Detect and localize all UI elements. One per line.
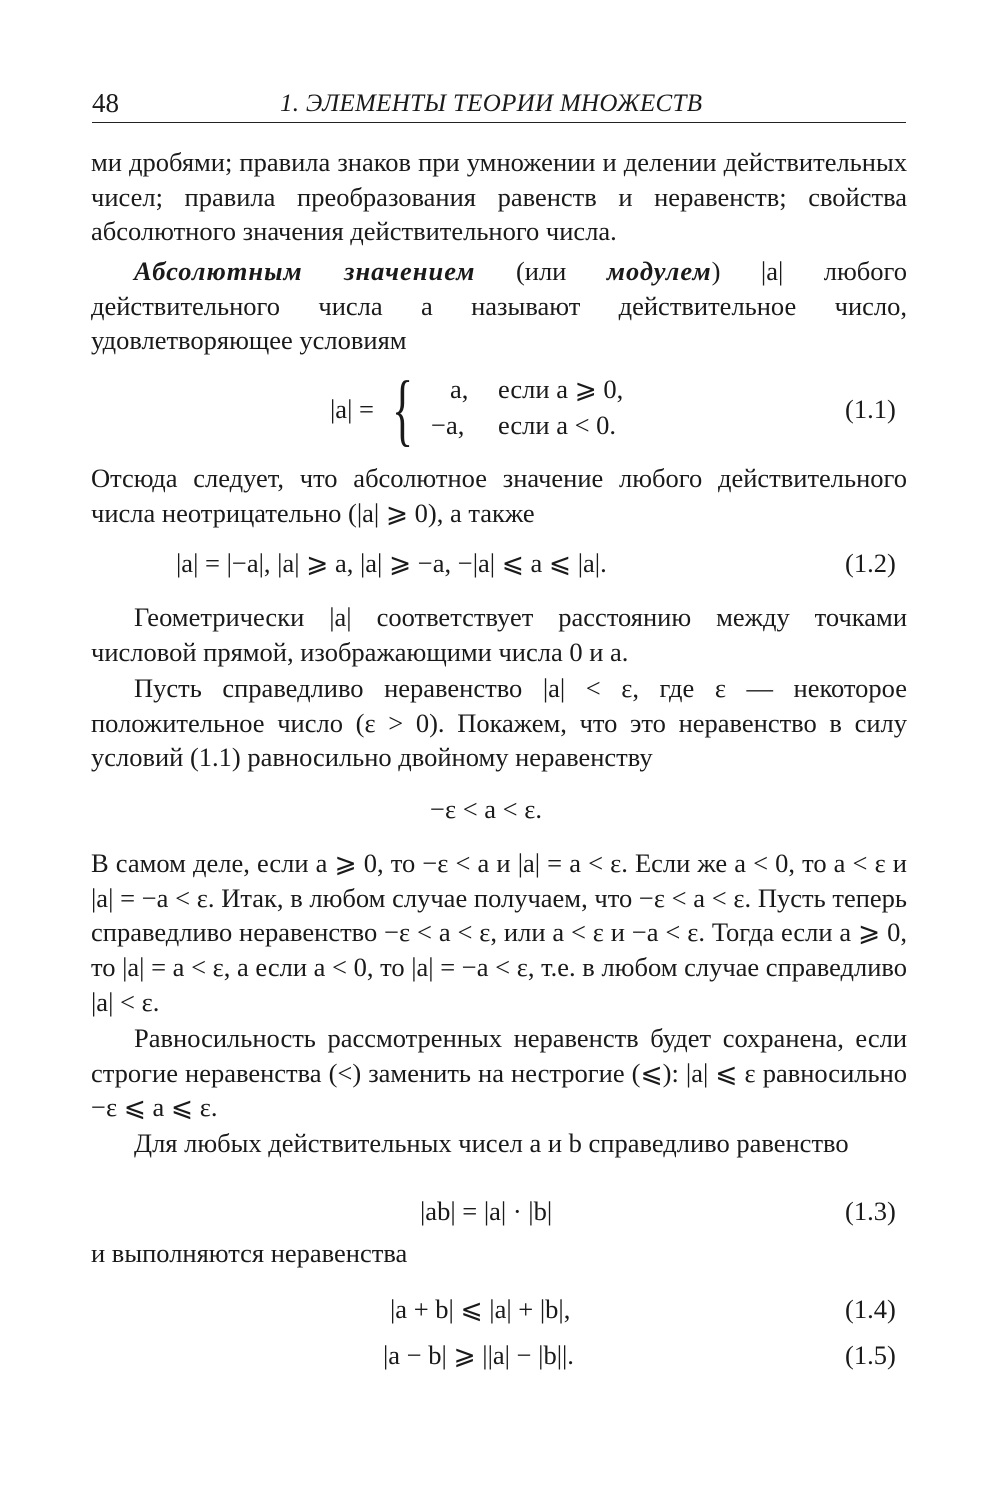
term-modulus: модулем [606,256,712,286]
paragraph-9: и выполняются неравенства [91,1238,408,1268]
eq15-number: (1.5) [845,1340,896,1370]
eq15-body: |a − b| ⩾ ||a| − |b||. [383,1340,574,1370]
definition-text-2: ) |a| любого действительного числа a называют действительное число, удовлетворяющее условиям [91,256,907,356]
eq11-number: (1.1) [845,394,896,424]
paragraph-definition [91,254,907,358]
left-brace-icon: { [392,366,414,454]
eq11-case2-condition: если a < 0. [498,410,617,440]
page-number: 48 [92,88,119,118]
definition-text-1: (или [475,256,607,286]
eq13-number: (1.3) [845,1196,896,1226]
paragraph-6: В самом деле, если a ⩾ 0, то −ε < a и |a| = a < ε. Если же a < 0, то a < ε и |a| = −a < ε. Итак, в любом случае получаем, что −ε < a < ε. Пусть теперь справедливо неравенство −ε < a < ε, или a < ε и −a < ε. Тогда если a ⩾ 0, то |a| = a < ε, а если a < 0, то |a| = −a < ε, т.е. в любом случае справедливо |a| < ε. [91,848,907,1017]
term-absolute-value: Абсолютным значением [134,256,476,286]
paragraph-4: Геометрически |a| соответствует расстоянию между точками числовой прямой, изображающими числа 0 и a. [91,602,907,667]
eq12-body: |a| = |−a|, |a| ⩾ a, |a| ⩾ −a, −|a| ⩽ a ⩽ |a|. [176,548,607,578]
eq11-case1-value: a, [450,374,469,404]
paragraph-3: Отсюда следует, что абсолютное значение любого действительного числа неотрицательно (|a| ⩾ 0), а также [91,463,907,528]
eq12-number: (1.2) [845,548,896,578]
eq14-number: (1.4) [845,1294,896,1324]
equation-double-inequality: −ε < a < ε. [430,794,542,824]
paragraph-1: ми дробями; правила знаков при умножении и делении действительных чисел; правила преобразования равенств и неравенств; свойства абсолютного значения действительного числа. [91,147,907,247]
eq14-body: |a + b| ⩽ |a| + |b|, [390,1294,571,1324]
eq13-body: |ab| = |a| · |b| [420,1196,553,1226]
paragraph-8: Для любых действительных чисел a и b справедливо равенство [134,1128,849,1158]
eq11-lhs: |a| = [330,394,374,424]
eq11-case2-value: −a, [431,410,465,440]
chapter-title: 1. ЭЛЕМЕНТЫ ТЕОРИИ МНОЖЕСТВ [280,90,703,117]
paragraph-5: Пусть справедливо неравенство |a| < ε, где ε — некоторое положительное число (ε > 0). Покажем, что это неравенство в силу условий (1.1) равносильно двойному неравенству [91,673,907,773]
paragraph-7: Равносильность рассмотренных неравенств будет сохранена, если строгие неравенства (<) заменить на нестрогие (⩽): |a| ⩽ ε равносильно −ε ⩽ a ⩽ ε. [91,1023,907,1123]
eq11-case1-condition: если a ⩾ 0, [498,374,624,404]
running-header [92,88,906,123]
